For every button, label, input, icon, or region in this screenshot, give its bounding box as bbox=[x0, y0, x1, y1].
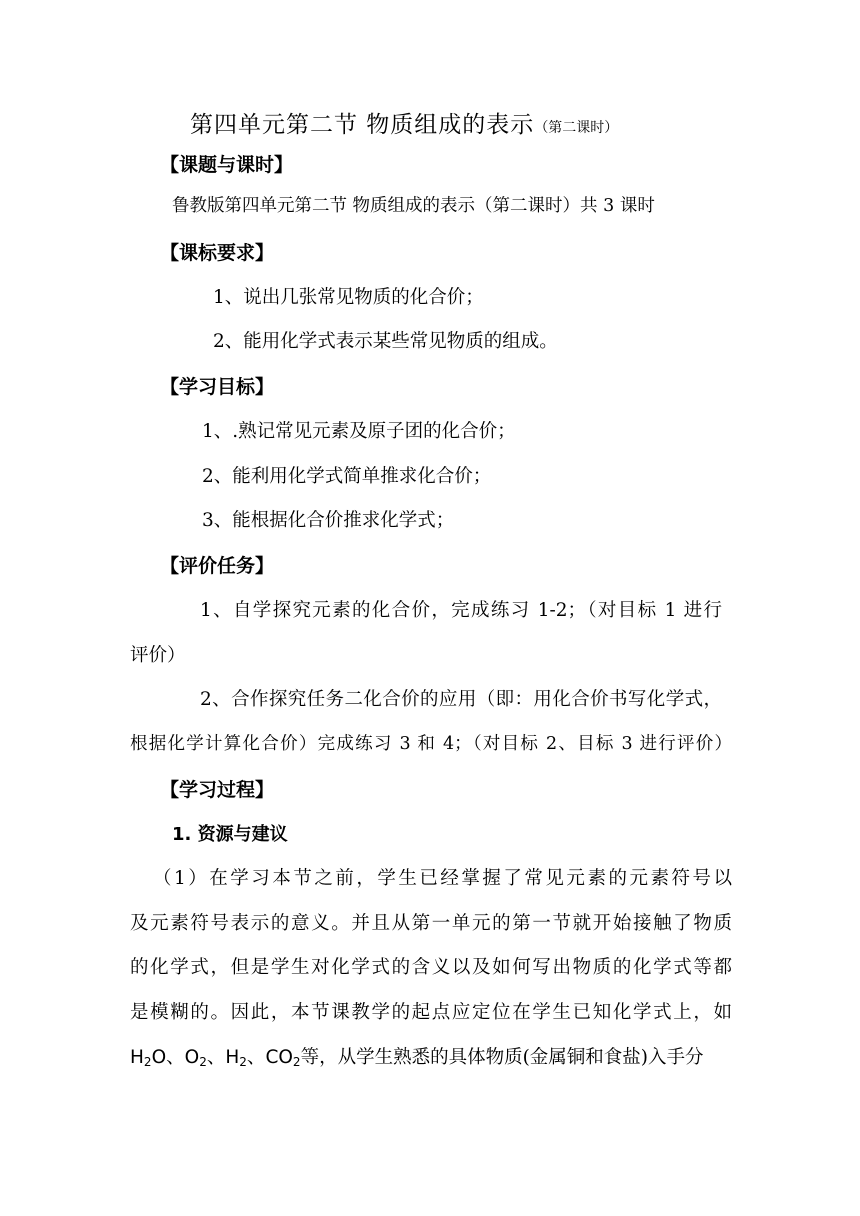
title-main: 第四单元第二节 物质组成的表示 bbox=[190, 112, 535, 138]
paragraph-line-3: 的化学式，但是学生对化学式的含义以及如何写出物质的化学式等都 bbox=[130, 957, 732, 978]
goal-item-2: 2、能利用化学式简单推求化合价； bbox=[202, 466, 492, 487]
paragraph-line-5: $H_2O$、$O_2$、$H_2$、$CO_2$等，从学生熟悉的具体物质(金属铜和食盐)入手分 bbox=[130, 1047, 704, 1069]
goal-heading: 【学习目标】 bbox=[160, 376, 275, 398]
evaluation-heading: 【评价任务】 bbox=[160, 555, 275, 577]
document-title bbox=[190, 106, 618, 139]
standard-item-1: 1、说出几张常见物质的化合价； bbox=[213, 287, 484, 308]
formula-oxygen: $O_2$ bbox=[184, 1047, 207, 1069]
paragraph-line-1: （1）在学习本节之前，学生已经掌握了常见元素的元素符号以 bbox=[153, 868, 732, 889]
paragraph-line-2: 及元素符号表示的意义。并且从第一单元的第一节就开始接触了物质 bbox=[130, 913, 732, 934]
goal-item-1: 1、.熟记常见元素及原子团的化合价； bbox=[202, 421, 516, 442]
standard-item-2: 2、能用化学式表示某些常见物质的组成。 bbox=[213, 331, 558, 352]
formula-carbon-dioxide: $CO_2$ bbox=[265, 1047, 301, 1069]
formula-hydrogen: $H_2$ bbox=[225, 1047, 247, 1069]
topic-heading: 【课题与课时】 bbox=[160, 154, 294, 176]
formula-water: $H_2O$ bbox=[130, 1047, 167, 1069]
paragraph-line-5-rest: 等，从学生熟悉的具体物质(金属铜和食盐)入手分 bbox=[300, 1047, 704, 1068]
topic-text: 鲁教版第四单元第二节 物质组成的表示（第二课时）共 3 课时 bbox=[172, 196, 655, 216]
resource-heading: 1. 资源与建议 bbox=[172, 824, 288, 845]
evaluation-item-2-line-1: 2、合作探究任务二化合价的应用（即：用化合价书写化学式， bbox=[200, 689, 722, 710]
goal-item-3: 3、能根据化合价推求化学式； bbox=[202, 510, 455, 531]
evaluation-item-2-line-2: 根据化学计算化合价）完成练习 3 和 4；（对目标 2、目标 3 进行评价） bbox=[130, 734, 732, 754]
evaluation-item-1-line-2: 评价） bbox=[130, 645, 186, 666]
paragraph-line-4: 是模糊的。因此，本节课教学的起点应定位在学生已知化学式上，如 bbox=[130, 1002, 732, 1023]
evaluation-item-1-line-1: 1、自学探究元素的化合价，完成练习 1-2；（对目标 1 进行 bbox=[200, 600, 722, 621]
process-heading: 【学习过程】 bbox=[160, 779, 275, 801]
title-suffix: （第二课时） bbox=[534, 120, 619, 136]
standard-heading: 【课标要求】 bbox=[160, 242, 275, 264]
